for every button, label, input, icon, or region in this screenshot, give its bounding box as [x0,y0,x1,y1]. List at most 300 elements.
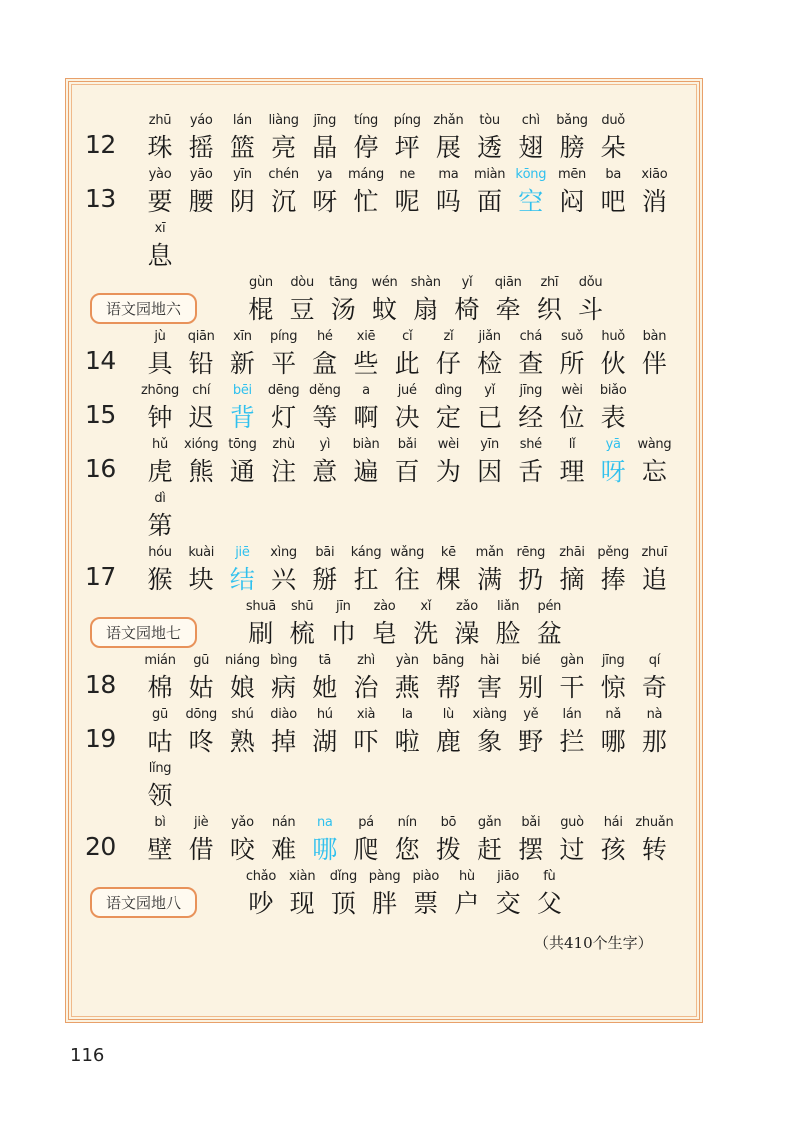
hanzi: 结 [229,565,255,594]
character-row [85,759,685,813]
character-row [85,867,685,921]
pinyin: lǐng [148,761,172,776]
pinyin: nǎ [605,707,621,722]
character-cell [525,597,573,651]
pinyin: píng [393,113,421,128]
pinyin: bǎi [521,815,541,830]
hanzi: 过 [559,835,585,864]
hanzi: 熟 [229,727,255,756]
character-cell [630,813,678,867]
hanzi: 啊 [353,403,379,432]
hanzi: 百 [394,457,420,486]
hanzi: 坪 [394,133,420,162]
pinyin: gùn [249,275,273,290]
hanzi: 棉 [147,673,173,702]
lesson-number: 14 [85,346,116,375]
pinyin: a [362,383,370,398]
hanzi: 洗 [413,619,439,648]
pinyin: dì [154,491,166,506]
pinyin: ma [438,167,459,182]
hanzi: 汤 [330,295,356,324]
hanzi: 梳 [289,619,315,648]
pinyin: yā [605,437,621,452]
pinyin: niáng [224,653,260,668]
pinyin: lán [562,707,582,722]
pinyin: gǎn [477,815,502,830]
hanzi: 背 [229,403,255,432]
pinyin: nán [271,815,296,830]
hanzi: 虎 [147,457,173,486]
pinyin: yǎo [231,815,254,830]
page-number: 116 [70,1045,105,1066]
pinyin: guò [560,815,584,830]
hanzi: 通 [229,457,255,486]
hanzi: 她 [312,673,338,702]
pinyin: bǎi [397,437,417,452]
pinyin: dēng [267,383,300,398]
hanzi: 拦 [559,727,585,756]
hanzi: 迟 [188,403,214,432]
hanzi: 巾 [330,619,356,648]
pinyin: biàn [352,437,380,452]
hanzi: 咬 [229,835,255,864]
character-row [85,597,685,651]
hanzi: 猴 [147,565,173,594]
pinyin: dòu [290,275,314,290]
pinyin: xiāo [641,167,668,182]
hanzi: 燕 [394,673,420,702]
character-cell [567,273,615,327]
pinyin: jīng [601,653,625,668]
hanzi: 呀 [600,457,626,486]
pinyin: mǎn [475,545,504,560]
pinyin: nín [397,815,417,830]
character-cell [589,111,637,165]
pinyin: yě [523,707,539,722]
pinyin: hù [458,869,475,884]
lesson-number: 16 [85,454,116,483]
hanzi: 仔 [435,349,461,378]
pinyin: xìng [270,545,297,560]
pinyin: máng [348,167,384,182]
pinyin: zhuǎn [635,815,674,830]
hanzi: 理 [559,457,585,486]
pinyin: zhī [540,275,559,290]
character-row [85,705,685,759]
hanzi: 朵 [600,133,626,162]
lesson-number: 17 [85,562,116,591]
hanzi: 吧 [600,187,626,216]
pinyin: biǎo [599,383,627,398]
hanzi: 害 [477,673,503,702]
pinyin: lù [442,707,455,722]
pinyin: bǎng [556,113,588,128]
pinyin: zǎo [456,599,478,614]
hanzi: 交 [495,889,521,918]
lesson-number: 18 [85,670,116,699]
hanzi: 阴 [229,187,255,216]
hanzi: 钟 [147,403,173,432]
pinyin: nà [646,707,663,722]
pinyin: chí [192,383,211,398]
pinyin: hài [480,653,500,668]
pinyin: děng [309,383,341,398]
pinyin: mián [144,653,176,668]
pinyin: zào [373,599,396,614]
character-cell [136,759,184,813]
character-row [85,327,685,381]
hanzi: 壁 [147,835,173,864]
hanzi: 澡 [454,619,480,648]
hanzi: 面 [477,187,503,216]
pinyin: na [316,815,333,830]
pinyin: zhū [148,113,172,128]
pinyin: suǒ [560,329,584,344]
pinyin: yáo [189,113,213,128]
hanzi: 珠 [147,133,173,162]
character-row [85,435,685,489]
hanzi: 咕 [147,727,173,756]
pinyin: zhāi [559,545,585,560]
character-cell [630,327,678,381]
hanzi: 此 [394,349,420,378]
hanzi: 忙 [353,187,379,216]
hanzi: 块 [188,565,214,594]
hanzi: 牵 [495,295,521,324]
pinyin: tòu [479,113,500,128]
pinyin: chì [521,113,540,128]
hanzi: 具 [147,349,173,378]
hanzi: 治 [353,673,379,702]
pinyin: qí [648,653,661,668]
pinyin: zhuī [641,545,668,560]
hanzi: 所 [559,349,585,378]
hanzi: 顶 [330,889,356,918]
hanzi: 湖 [312,727,338,756]
hanzi: 查 [518,349,544,378]
hanzi: 平 [271,349,297,378]
hanzi: 掰 [312,565,338,594]
hanzi: 篮 [229,133,255,162]
pinyin: hú [316,707,333,722]
hanzi: 决 [394,403,420,432]
pinyin: yì [319,437,331,452]
pinyin: wèi [437,437,460,452]
hanzi: 闷 [559,187,585,216]
hanzi: 要 [147,187,173,216]
hanzi: 定 [435,403,461,432]
hanzi: 检 [477,349,503,378]
pinyin: zhǎn [433,113,464,128]
pinyin: gàn [560,653,584,668]
pinyin: xī [154,221,166,236]
pinyin: bì [154,815,166,830]
lesson-number: 13 [85,184,116,213]
hanzi: 象 [477,727,503,756]
character-cell [630,651,678,705]
hanzi: 摆 [518,835,544,864]
pinyin: jù [154,329,166,344]
character-row [85,111,685,165]
pinyin: yào [148,167,172,182]
pinyin: bō [440,815,457,830]
character-cell [630,165,678,219]
character-cell [525,867,573,921]
pinyin: dǒu [578,275,603,290]
pinyin: fù [543,869,556,884]
hanzi: 表 [600,403,626,432]
hanzi: 意 [312,457,338,486]
hanzi: 野 [518,727,544,756]
pinyin: xiē [356,329,376,344]
pinyin: kē [440,545,456,560]
hanzi: 空 [518,187,544,216]
pinyin: shú [231,707,254,722]
pinyin: chǎo [245,869,276,884]
hanzi: 掉 [271,727,297,756]
pinyin: shū [290,599,314,614]
pinyin: xiàn [288,869,316,884]
hanzi: 往 [394,565,420,594]
character-row [85,219,685,273]
pinyin: jiè [194,815,209,830]
pinyin: yǐ [484,383,495,398]
pinyin: hái [603,815,623,830]
hanzi: 斗 [578,295,604,324]
hanzi: 豆 [289,295,315,324]
character-row [85,381,685,435]
pinyin: diào [270,707,297,722]
character-cell [630,705,678,759]
hanzi: 遍 [353,457,379,486]
pinyin: la [401,707,413,722]
pinyin: tōng [228,437,257,452]
hanzi: 织 [536,295,562,324]
hanzi: 病 [271,673,297,702]
pinyin: wàng [637,437,672,452]
hanzi: 扔 [518,565,544,594]
pinyin: yīn [233,167,252,182]
pinyin: pěng [597,545,629,560]
hanzi: 晶 [312,133,338,162]
pinyin: liǎn [497,599,520,614]
pinyin: zhōng [140,383,179,398]
hanzi: 那 [641,727,667,756]
pinyin: bēi [232,383,252,398]
pinyin: ba [605,167,621,182]
pinyin: jiāo [497,869,520,884]
hanzi: 爬 [353,835,379,864]
pinyin: xǐ [420,599,432,614]
pinyin: wǎng [390,545,425,560]
hanzi: 熊 [188,457,214,486]
pinyin: wén [371,275,398,290]
hanzi: 扛 [353,565,379,594]
hanzi: 现 [289,889,315,918]
hanzi: 经 [518,403,544,432]
hanzi: 吓 [353,727,379,756]
pinyin: rēng [516,545,546,560]
pinyin: liàng [268,113,299,128]
hanzi: 孩 [600,835,626,864]
hanzi: 胖 [372,889,398,918]
pinyin: chá [519,329,543,344]
hanzi: 满 [477,565,503,594]
hanzi: 亮 [271,133,297,162]
pinyin: bāng [432,653,465,668]
pinyin: ya [317,167,333,182]
pinyin: pàng [368,869,401,884]
hanzi: 追 [641,565,667,594]
hanzi: 咚 [188,727,214,756]
pinyin: piào [412,869,440,884]
hanzi: 吗 [435,187,461,216]
pinyin: lǐ [568,437,576,452]
pinyin: bié [521,653,541,668]
hanzi: 哪 [312,835,338,864]
pinyin: kuài [188,545,215,560]
hanzi: 些 [353,349,379,378]
hanzi: 扇 [413,295,439,324]
hanzi: 啦 [394,727,420,756]
lesson-number: 20 [85,832,116,861]
pinyin: xià [356,707,376,722]
hanzi: 票 [413,889,439,918]
hanzi: 转 [641,835,667,864]
pinyin: yīn [480,437,499,452]
pinyin: zhì [357,653,375,668]
pinyin: kōng [515,167,547,182]
pinyin: tāng [329,275,358,290]
pinyin: káng [350,545,382,560]
pinyin: dōng [185,707,217,722]
hanzi: 蚊 [372,295,398,324]
pinyin: yǐ [461,275,473,290]
hanzi: 已 [477,403,503,432]
hanzi: 刷 [248,619,274,648]
pinyin: dǐng [329,869,357,884]
hanzi: 拨 [435,835,461,864]
hanzi: 沉 [271,187,297,216]
character-row [85,165,685,219]
hanzi: 赶 [477,835,503,864]
hanzi: 息 [147,241,173,270]
pinyin: ne [399,167,415,182]
pinyin: xióng [184,437,219,452]
character-row [85,543,685,597]
pinyin: xiàng [472,707,507,722]
hanzi: 棍 [248,295,274,324]
character-cell [630,543,678,597]
hanzi: 棵 [435,565,461,594]
hanzi: 灯 [271,403,297,432]
hanzi: 干 [559,673,585,702]
hanzi: 领 [147,781,173,810]
section-badge: 语文园地七 [90,617,197,648]
hanzi: 鹿 [435,727,461,756]
hanzi: 伴 [641,349,667,378]
hanzi: 腰 [188,187,214,216]
character-row [85,489,685,543]
pinyin: jīn [336,599,351,614]
pinyin: qiān [494,275,522,290]
hanzi: 新 [229,349,255,378]
pinyin: yāo [189,167,213,182]
pinyin: píng [270,329,298,344]
pinyin: hǔ [152,437,168,452]
hanzi: 位 [559,403,585,432]
hanzi: 户 [454,889,480,918]
pinyin: shé [519,437,542,452]
hanzi: 盆 [536,619,562,648]
hanzi: 姑 [188,673,214,702]
pinyin: bāi [315,545,335,560]
pinyin: gū [193,653,210,668]
pinyin: dìng [434,383,462,398]
pinyin: yàn [395,653,419,668]
hanzi: 呢 [394,187,420,216]
hanzi: 椅 [454,295,480,324]
hanzi: 展 [435,133,461,162]
hanzi: 膀 [559,133,585,162]
hanzi: 因 [477,457,503,486]
hanzi: 难 [271,835,297,864]
pinyin: lán [232,113,252,128]
character-cell [589,381,637,435]
character-row [85,813,685,867]
pinyin: jiē [235,545,250,560]
pinyin: zǐ [443,329,454,344]
character-row [85,651,685,705]
pinyin: hé [316,329,333,344]
total-count: （共410个生字） [534,934,653,952]
hanzi: 铅 [188,349,214,378]
lesson-number: 12 [85,130,116,159]
character-cell [136,219,184,273]
hanzi: 帮 [435,673,461,702]
pinyin: jiǎn [478,329,501,344]
section-badge: 语文园地六 [90,293,197,324]
pinyin: bàn [642,329,667,344]
character-cell [136,489,184,543]
hanzi: 皂 [372,619,398,648]
hanzi: 等 [312,403,338,432]
pinyin: duǒ [601,113,625,128]
pinyin: tā [318,653,332,668]
hanzi: 伙 [600,349,626,378]
hanzi: 捧 [600,565,626,594]
pinyin: shàn [410,275,441,290]
pinyin: chén [268,167,299,182]
pinyin: mēn [557,167,586,182]
hanzi: 父 [536,889,562,918]
pinyin: jué [397,383,417,398]
pinyin: bìng [270,653,298,668]
hanzi: 娘 [229,673,255,702]
pinyin: gū [152,707,168,722]
hanzi: 呀 [312,187,338,216]
pinyin: qiān [187,329,215,344]
character-cell [630,435,678,489]
hanzi: 奇 [641,673,667,702]
hanzi: 消 [641,187,667,216]
hanzi: 您 [394,835,420,864]
hanzi: 为 [435,457,461,486]
hanzi: 忘 [641,457,667,486]
hanzi: 兴 [271,565,297,594]
pinyin: zhù [272,437,295,452]
hanzi: 摇 [188,133,214,162]
